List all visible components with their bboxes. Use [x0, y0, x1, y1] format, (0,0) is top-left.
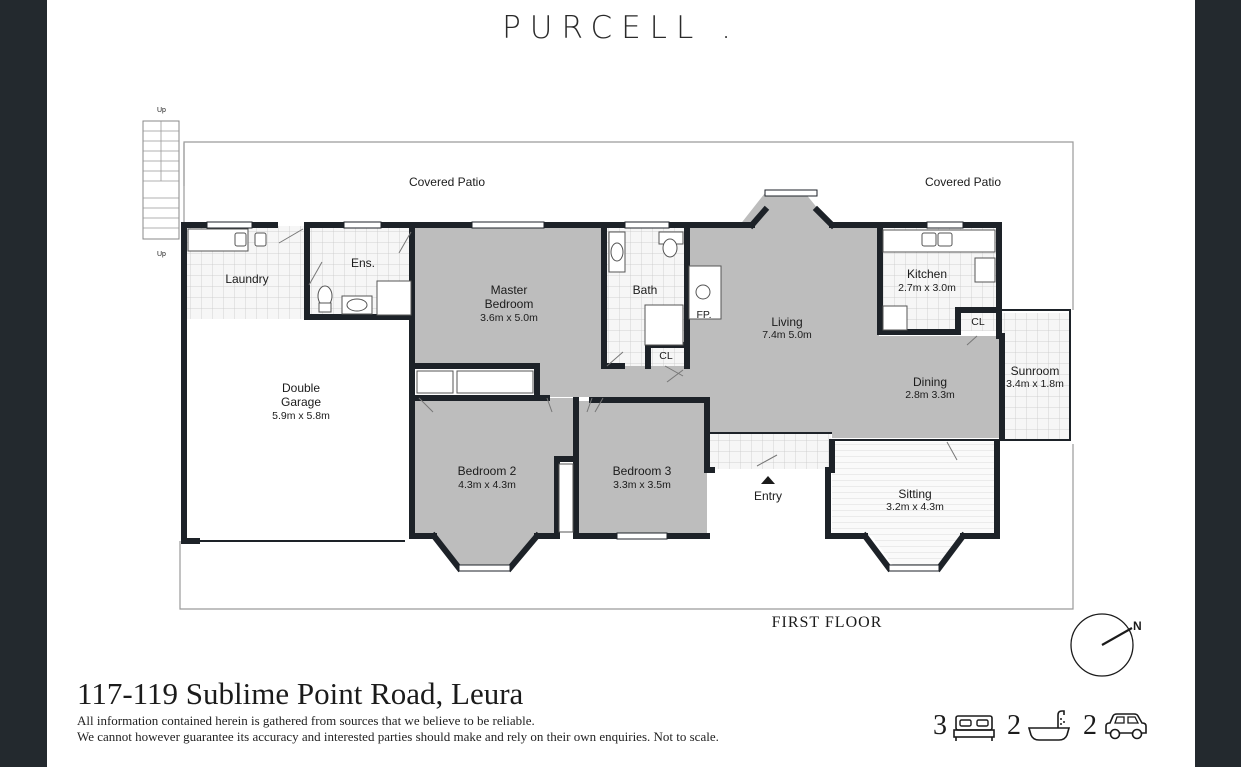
- bathrooms-count: 2: [1007, 710, 1021, 741]
- disclaimer-line-2: We cannot however guarantee its accuracy and interested parties should make and rely on their own enquiries. Not to scale.: [77, 729, 719, 744]
- master-bedroom-label-1: Master: [490, 283, 528, 297]
- ensuite-label: Ens.: [350, 256, 376, 270]
- bedroom3-dimensions: 3.3m x 3.5m: [613, 479, 671, 491]
- bedrooms-count: 3: [933, 710, 947, 741]
- bath-label: Bath: [632, 283, 658, 297]
- dining-dimensions: 2.8m 3.3m: [905, 389, 955, 401]
- floor-plan: [47, 0, 1195, 767]
- living-label: Living: [771, 315, 803, 329]
- bed-icon: [953, 710, 995, 742]
- bedroom2-label: Bedroom 2: [457, 464, 517, 478]
- bathrooms-feature: [1007, 709, 1071, 743]
- bedroom2-dimensions: 4.3m x 4.3m: [458, 479, 516, 491]
- sitting-label: Sitting: [898, 487, 932, 501]
- entry-label: Entry: [753, 489, 783, 503]
- fireplace-label: FP.: [696, 309, 712, 321]
- bathtub-icon: [1027, 709, 1071, 743]
- kitchen-dimensions: 2.7m x 3.0m: [898, 282, 956, 294]
- sunroom-label: Sunroom: [1010, 364, 1060, 378]
- garage-dimensions: 5.9m x 5.8m: [272, 410, 330, 422]
- stairs-up-label-bottom: Up: [157, 251, 166, 258]
- covered-patio-left-label: Covered Patio: [408, 175, 486, 189]
- kitchen-label: Kitchen: [906, 267, 948, 281]
- floor-level-label: FIRST FLOOR: [771, 614, 883, 631]
- property-address: 117-119 Sublime Point Road, Leura: [77, 676, 524, 711]
- stairs: [143, 107, 179, 258]
- garage-label-2: Garage: [280, 395, 322, 409]
- compass-north-label: N: [1133, 619, 1142, 633]
- cars-feature: [1083, 710, 1149, 742]
- covered-patio-right-label: Covered Patio: [924, 175, 1002, 189]
- stairs-up-label-top: Up: [157, 107, 166, 114]
- brand-logo: PURCELL .: [502, 10, 740, 46]
- garage-label-1: Double: [281, 381, 321, 395]
- master-bedroom-dimensions: 3.6m x 5.0m: [480, 312, 538, 324]
- bedrooms-feature: [933, 710, 995, 742]
- entry-arrow-icon: [761, 476, 775, 484]
- disclaimer-line-1: All information contained herein is gathered from sources that we believe to be reliable.: [77, 713, 535, 728]
- bath-closet-label: CL: [659, 350, 673, 362]
- sitting-dimensions: 3.2m x 4.3m: [886, 501, 944, 513]
- sunroom-dimensions: 3.4m x 1.8m: [1006, 378, 1064, 390]
- kitchen-closet-label: CL: [971, 316, 985, 328]
- dining-label: Dining: [912, 375, 948, 389]
- car-icon: [1103, 710, 1149, 742]
- master-bedroom-label-2: Bedroom: [484, 297, 534, 311]
- floorplan-sheet: [47, 0, 1195, 767]
- north-compass: [1071, 614, 1142, 676]
- bedroom3-label: Bedroom 3: [612, 464, 672, 478]
- living-dimensions: 7.4m 5.0m: [762, 329, 812, 341]
- cars-count: 2: [1083, 710, 1097, 741]
- laundry-label: Laundry: [225, 272, 269, 286]
- property-features: [933, 706, 1161, 746]
